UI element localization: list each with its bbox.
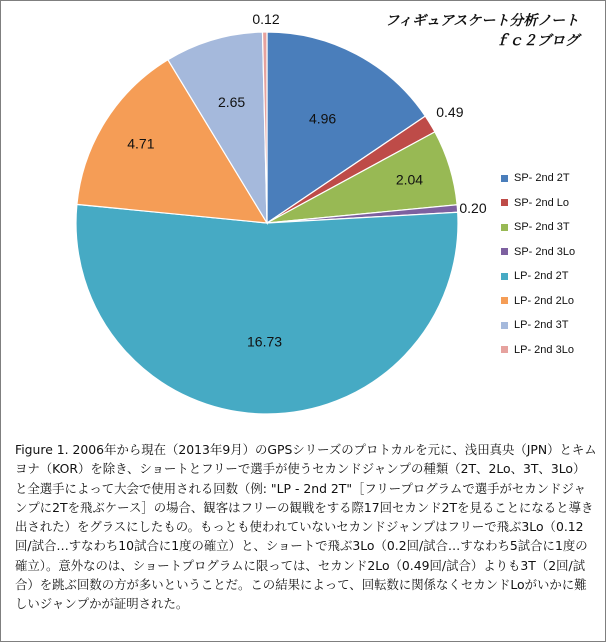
legend-item <box>501 289 575 314</box>
legend-swatch <box>501 248 508 255</box>
legend-label: LP- 2nd 2T <box>514 270 569 283</box>
slice-data-label: 2.04 <box>395 171 424 188</box>
legend-item <box>501 240 575 265</box>
legend-swatch <box>501 346 508 353</box>
figure-caption: Figure 1. 2006年から現在（2013年9月）のGPSシリーズのプロトカルを元に、浅田真央（JPN）とキムヨナ（KOR）を除き、ショートとフリーで選手が使うセカンドジャンプの種類（2T、2Lo、3T、3Lo）と全選手によって大会で使用される回数（例: "LP - 2nd 2T"［フリープログラムで選手がセカンドジャンプに2Tを飛ぶケース］の場合、観客はフリーの観戦をする際17回セカンド2Tを見ることになると導き出された）をグラスにしたもの。もっとも使われていないセカンドジャンプはフリーで飛ぶ3Lo（0.12回/試合…すなわち10試合に1度の確立）と、ショートで飛ぶ3Lo（0.2回/試合…すなわち5試合に1度の確立）。意外なのは、ショートプログラムに限っては、セカンド2Lo（0.49回/試合）よりも3T（2回/試合）を跳ぶ回数の方が多いということだ。この結果によって、回転数に関係なくセカンドLoがいかに難しいジャンプかが証明された。 <box>15 442 597 612</box>
legend-label: SP- 2nd 3Lo <box>514 245 576 258</box>
legend-swatch <box>501 273 508 280</box>
slice-data-label: 16.73 <box>247 333 283 350</box>
legend-swatch <box>501 199 508 206</box>
legend-swatch <box>501 224 508 231</box>
slice-data-label: 0.20 <box>459 200 487 216</box>
legend-item <box>501 191 575 216</box>
legend-swatch <box>501 175 508 182</box>
chart-legend <box>501 166 575 362</box>
slice-data-label: 0.12 <box>252 11 280 27</box>
slice-data-label: 4.71 <box>127 135 155 152</box>
legend-label: LP- 2nd 2Lo <box>514 294 574 307</box>
watermark-title: フィギュアスケート分析ノート <box>385 13 579 29</box>
watermark-subtitle: ｆｃ２ブログ <box>495 33 579 49</box>
legend-swatch <box>501 322 508 329</box>
legend-label: LP- 2nd 3Lo <box>514 343 574 356</box>
legend-item <box>501 215 575 240</box>
legend-item <box>501 264 575 289</box>
legend-label: SP- 2nd 2T <box>514 172 570 185</box>
slice-data-label: 0.49 <box>436 103 464 120</box>
legend-label: SP- 2nd 3T <box>514 221 570 234</box>
slice-data-label: 4.96 <box>308 110 337 127</box>
legend-swatch <box>501 297 508 304</box>
legend-label: SP- 2nd Lo <box>514 196 570 209</box>
pie-slice-lp-2nd2t <box>76 204 458 414</box>
legend-item <box>501 166 575 191</box>
legend-label: LP- 2nd 3T <box>514 319 569 332</box>
legend-item <box>501 313 575 338</box>
slice-data-label: 2.65 <box>217 94 246 111</box>
legend-item <box>501 338 575 363</box>
